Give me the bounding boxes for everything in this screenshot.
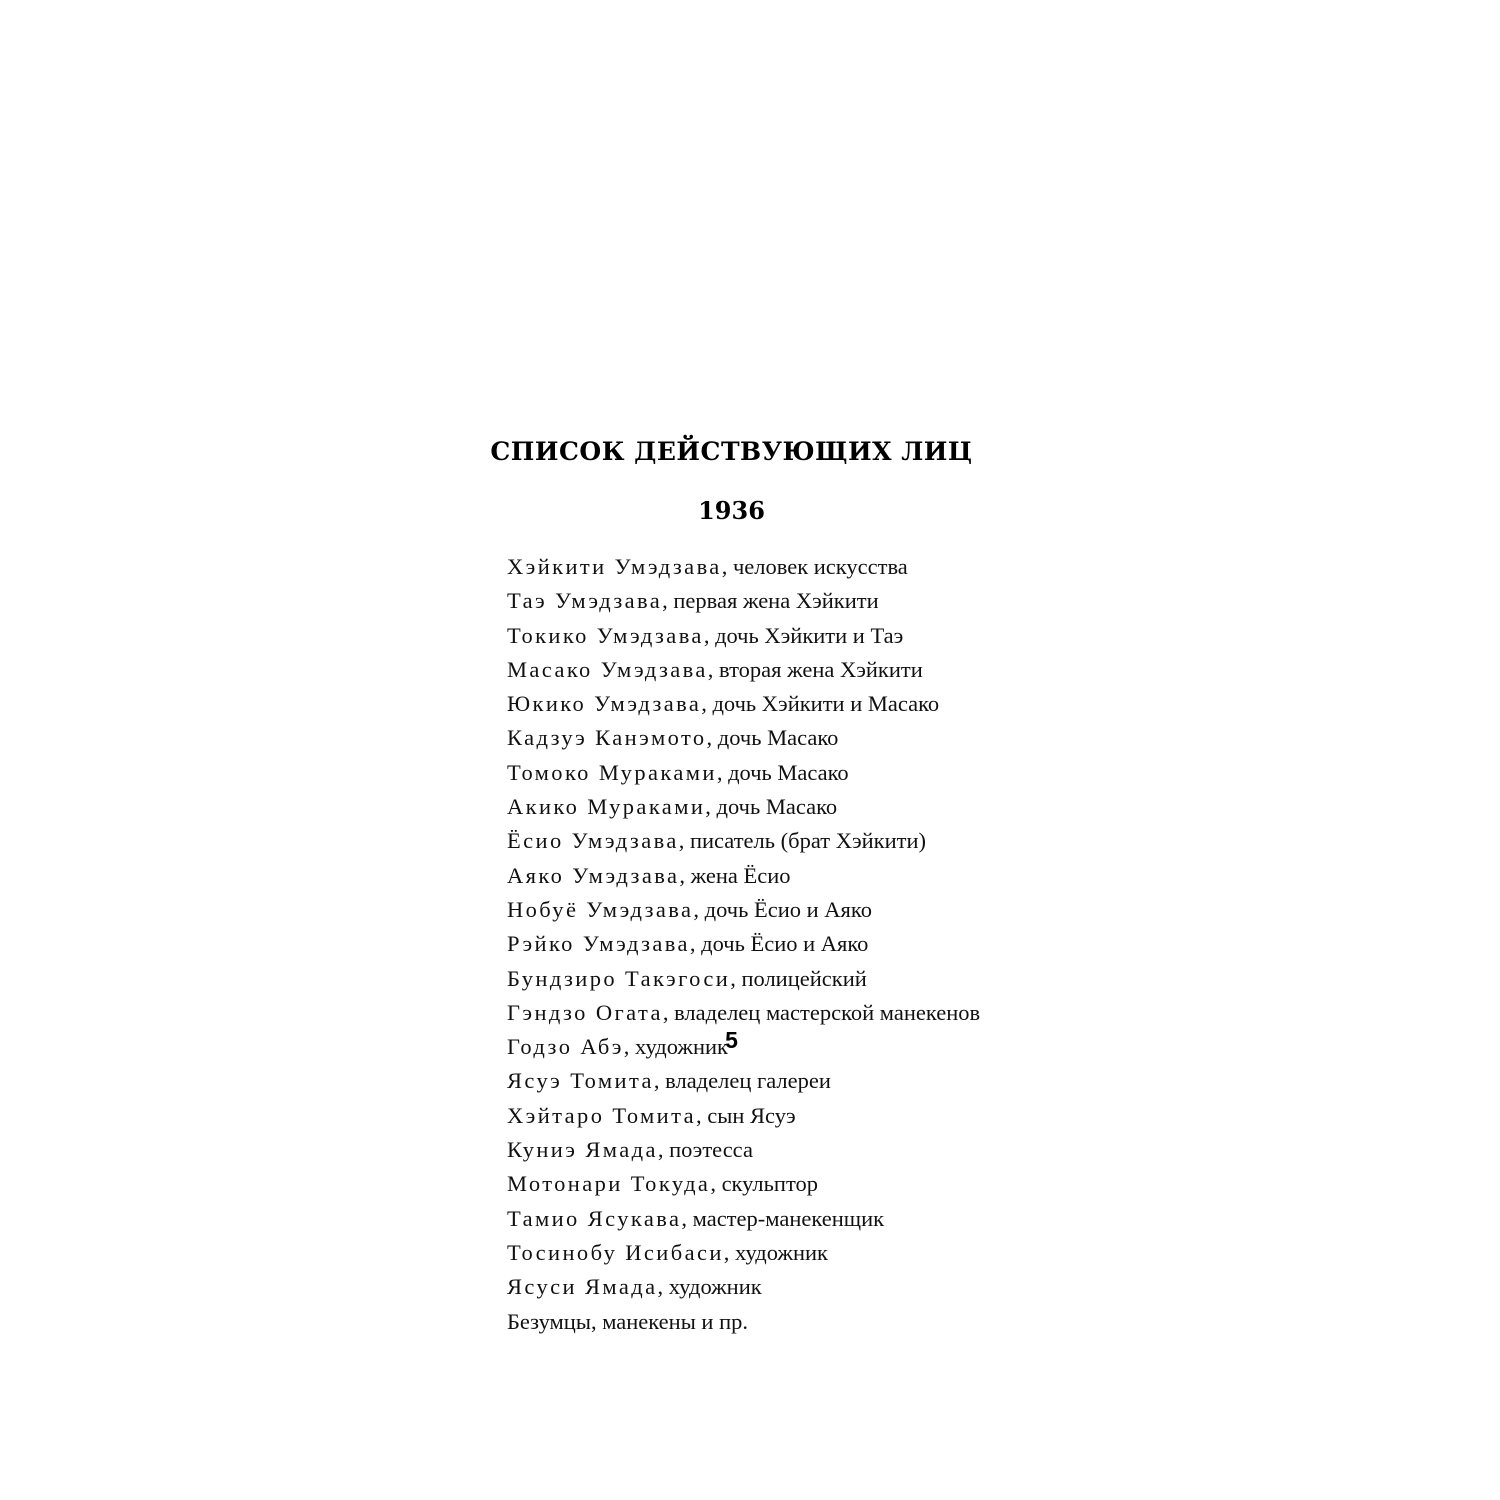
character-name: Куниэ Ямада xyxy=(507,1137,658,1163)
cast-entry xyxy=(507,584,980,618)
character-name: Гэндзо Огата xyxy=(507,999,663,1025)
character-name: Токико Умэдзава xyxy=(507,622,704,648)
name-separator: , xyxy=(662,588,674,614)
character-role: владелец мастерской манекенов xyxy=(674,999,981,1025)
character-name: Нобуё Умэдзава xyxy=(507,896,694,922)
cast-entry xyxy=(507,1167,980,1201)
cast-entry xyxy=(507,1099,980,1133)
character-name: Рэйко Умэдзава xyxy=(507,931,690,957)
character-role: дочь Хэйкити и Масако xyxy=(712,691,940,717)
cast-entry xyxy=(507,619,980,653)
name-separator: , xyxy=(696,1102,708,1128)
character-role: дочь Масако xyxy=(717,725,839,751)
name-separator: , xyxy=(723,1239,736,1265)
character-role: художник xyxy=(735,1239,828,1265)
cast-entry xyxy=(507,1202,980,1236)
character-role: дочь Масако xyxy=(728,759,849,785)
cast-entry xyxy=(507,962,980,996)
name-separator: , xyxy=(679,862,691,888)
character-name: Ёсио Умэдзава xyxy=(507,828,679,854)
character-role: дочь Ёсио и Аяко xyxy=(701,931,869,957)
name-separator: , xyxy=(689,931,702,957)
cast-entry xyxy=(507,1236,980,1270)
cast-entry xyxy=(507,1270,980,1304)
cast-closing-line: Безумцы, манекены и пр. xyxy=(507,1308,749,1334)
character-name: Аяко Умэдзава xyxy=(507,862,680,888)
cast-entry xyxy=(507,927,980,961)
character-role: жена Ёсио xyxy=(690,862,791,888)
character-name: Ясуэ Томита xyxy=(507,1068,654,1094)
character-name: Тамио Ясукава xyxy=(507,1205,682,1231)
character-name: Масако Умэдзава xyxy=(507,656,708,682)
name-separator: , xyxy=(705,794,717,820)
character-role: дочь Масако xyxy=(716,794,838,820)
character-role: первая жена Хэйкити xyxy=(673,588,879,614)
character-role: владелец галереи xyxy=(665,1068,831,1094)
name-separator: , xyxy=(662,999,675,1025)
cast-entry xyxy=(507,1064,980,1098)
character-name: Мотонари Токуда xyxy=(507,1171,711,1197)
character-role: полицейский xyxy=(741,965,867,991)
character-role: поэтесса xyxy=(669,1137,753,1163)
name-separator: , xyxy=(678,828,690,854)
cast-list xyxy=(507,550,980,1339)
cast-entry xyxy=(507,756,980,790)
name-separator: , xyxy=(701,691,713,717)
name-separator: , xyxy=(706,725,718,751)
character-role: сын Ясуэ xyxy=(707,1102,796,1128)
page-number: 5 xyxy=(725,1027,738,1053)
character-name: Юкико Умэдзава xyxy=(507,691,702,717)
character-name: Таэ Умэдзава xyxy=(507,588,663,614)
character-role: человек искусства xyxy=(732,554,908,579)
character-role: художник xyxy=(635,1034,728,1060)
name-separator: , xyxy=(710,1171,722,1197)
name-separator: , xyxy=(657,1137,670,1163)
character-role: писатель (брат Хэйкити) xyxy=(689,828,926,854)
name-separator: , xyxy=(721,554,733,579)
name-separator: , xyxy=(703,622,716,648)
name-separator: , xyxy=(730,965,742,991)
name-separator: , xyxy=(693,896,705,922)
character-role: дочь Ёсио и Аяко xyxy=(704,896,872,922)
name-separator: , xyxy=(623,1034,636,1060)
cast-entry xyxy=(507,859,980,893)
character-name: Тосинобу Исибаси xyxy=(507,1239,724,1265)
cast-entry xyxy=(507,653,980,687)
cast-entry xyxy=(507,721,980,755)
cast-entry xyxy=(507,893,980,927)
character-name: Акико Мураками xyxy=(507,794,706,820)
character-role: вторая жена Хэйкити xyxy=(719,656,923,682)
name-separator: , xyxy=(653,1068,666,1094)
name-separator: , xyxy=(707,656,720,682)
cast-entry xyxy=(507,1133,980,1167)
name-separator: , xyxy=(657,1274,669,1300)
name-separator: , xyxy=(716,759,729,785)
name-separator: , xyxy=(681,1205,693,1231)
character-name: Хэйтаро Томита xyxy=(507,1102,697,1128)
cast-entry xyxy=(507,824,980,858)
cast-entry xyxy=(507,550,980,584)
cast-entry xyxy=(507,790,980,824)
character-role: мастер-манекенщик xyxy=(692,1205,885,1231)
character-name: Томоко Мураками xyxy=(507,759,717,785)
character-name: Годзо Абэ xyxy=(507,1034,624,1060)
character-role: дочь Хэйкити и Таэ xyxy=(715,622,904,648)
character-role: скульптор xyxy=(721,1171,818,1197)
character-name: Бундзиро Такэгоси xyxy=(507,965,731,991)
character-name: Кадзуэ Канэмото xyxy=(507,725,707,751)
page-heading: СПИСОК ДЕЙСТВУЮЩИХ ЛИЦ xyxy=(490,437,973,466)
character-name: Хэйкити Умэдзава xyxy=(507,554,722,579)
section-year: 1936 xyxy=(698,496,765,525)
character-role: художник xyxy=(668,1274,762,1300)
character-name: Ясуси Ямада xyxy=(507,1274,658,1300)
cast-entry xyxy=(507,687,980,721)
